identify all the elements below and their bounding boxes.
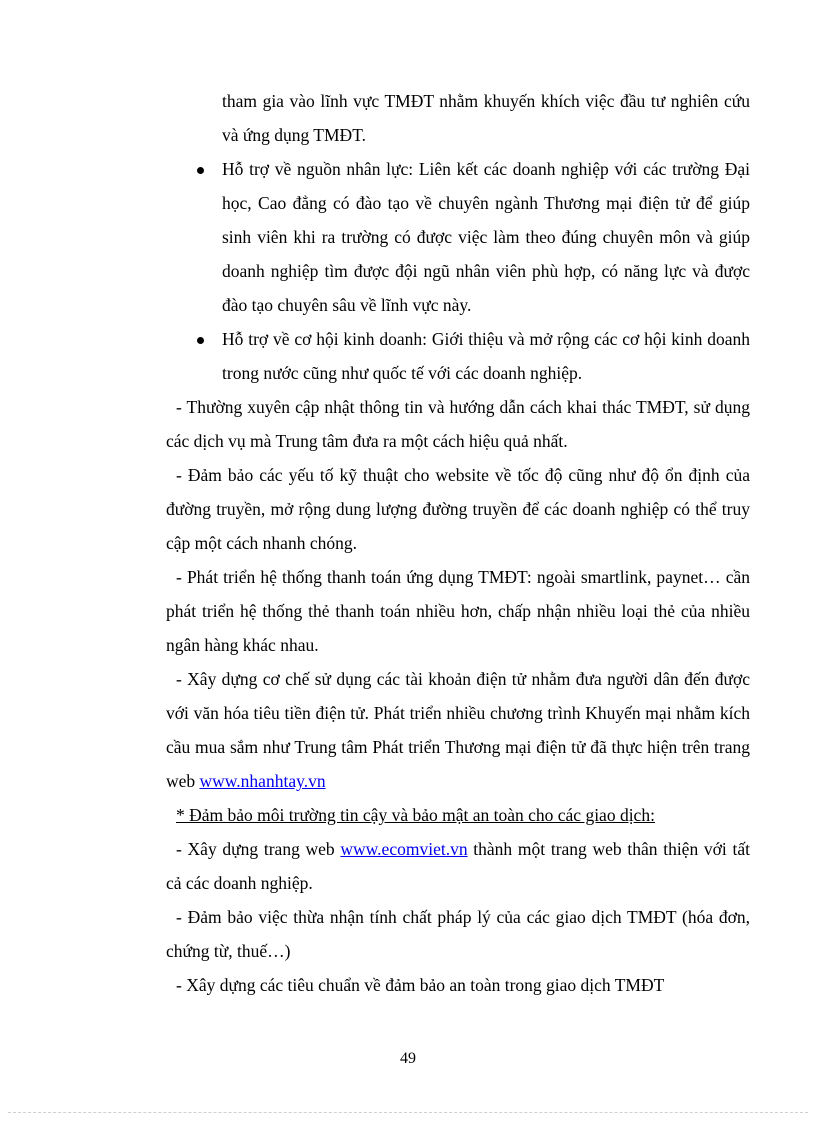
page-number: 49 xyxy=(400,1050,416,1067)
paragraph-build-suffix: thành một trang web thân thiện với tất cả các doanh nghiệp. xyxy=(166,839,750,893)
ecomviet-link[interactable]: www.ecomviet.vn xyxy=(340,839,468,859)
paragraph-build-prefix: - Xây dựng trang web xyxy=(176,839,335,859)
paragraph-technical: - Đảm bảo các yếu tố kỹ thuật cho website về tốc độ cũng như độ ổn định của đường truyền, mở rộng dung lượng đường truyền để các doanh nghiệp có thể truy cập một cách nhanh chóng. xyxy=(166,465,750,553)
continuation-paragraph: tham gia vào lĩnh vực TMĐT nhằm khuyến khích việc đầu tư nghiên cứu và ứng dụng TMĐT. xyxy=(222,91,750,145)
list-item xyxy=(166,152,750,322)
paragraph-payment: - Phát triển hệ thống thanh toán ứng dụng TMĐT: ngoài smartlink, paynet… cần phát triển hệ thống thẻ thanh toán nhiều hơn, chấp nhận nhiều loại thẻ của nhiều ngân hàng khác nhau. xyxy=(166,567,750,655)
document-body xyxy=(166,84,750,1002)
paragraph-electronic-accounts-text: - Xây dựng cơ chế sử dụng các tài khoản điện tử nhằm đưa người dân đến được với văn hóa tiêu tiền điện tử. Phát triển nhiều chương trình Khuyến mại nhằm kích cầu mua sắm như Trung tâm Phát triển Thương mại điện tử đã thực hiện trên trang web xyxy=(166,669,750,791)
paragraph-build-website xyxy=(166,832,750,900)
bullet-text-human-resources: Hỗ trợ về nguồn nhân lực: Liên kết các doanh nghiệp với các trường Đại học, Cao đẳng có đào tạo về chuyên ngành Thương mại điện tử để giúp sinh viên khi ra trường có được việc làm theo đúng chuyên môn và giúp doanh nghiệp tìm được đội ngũ nhân viên phù hợp, có năng lực và được đào tạo chuyên sâu về lĩnh vực này. xyxy=(222,159,750,315)
bullet-icon xyxy=(197,337,204,344)
paragraph-update-info: - Thường xuyên cập nhật thông tin và hướng dẫn cách khai thác TMĐT, sử dụng các dịch vụ mà Trung tâm đưa ra một cách hiệu quả nhất. xyxy=(166,397,750,451)
paragraph-standards: - Xây dựng các tiêu chuẩn về đảm bảo an toàn trong giao dịch TMĐT xyxy=(176,975,665,995)
bullet-text-business-opportunities: Hỗ trợ về cơ hội kinh doanh: Giới thiệu và mở rộng các cơ hội kinh doanh trong nước cũng như quốc tế với các doanh nghiệp. xyxy=(222,329,750,383)
bullet-icon xyxy=(197,167,204,174)
nhanhtay-link[interactable]: www.nhanhtay.vn xyxy=(199,771,326,791)
section-heading: * Đảm bảo môi trường tin cậy và bảo mật an toàn cho các giao dịch: xyxy=(176,805,655,825)
bullet-list xyxy=(166,152,750,390)
paragraph-legal: - Đảm bảo việc thừa nhận tính chất pháp lý của các giao dịch TMĐT (hóa đơn, chứng từ, thuế…) xyxy=(166,907,750,961)
paragraph-electronic-accounts xyxy=(166,662,750,798)
page-divider xyxy=(8,1112,808,1113)
list-item xyxy=(166,322,750,390)
